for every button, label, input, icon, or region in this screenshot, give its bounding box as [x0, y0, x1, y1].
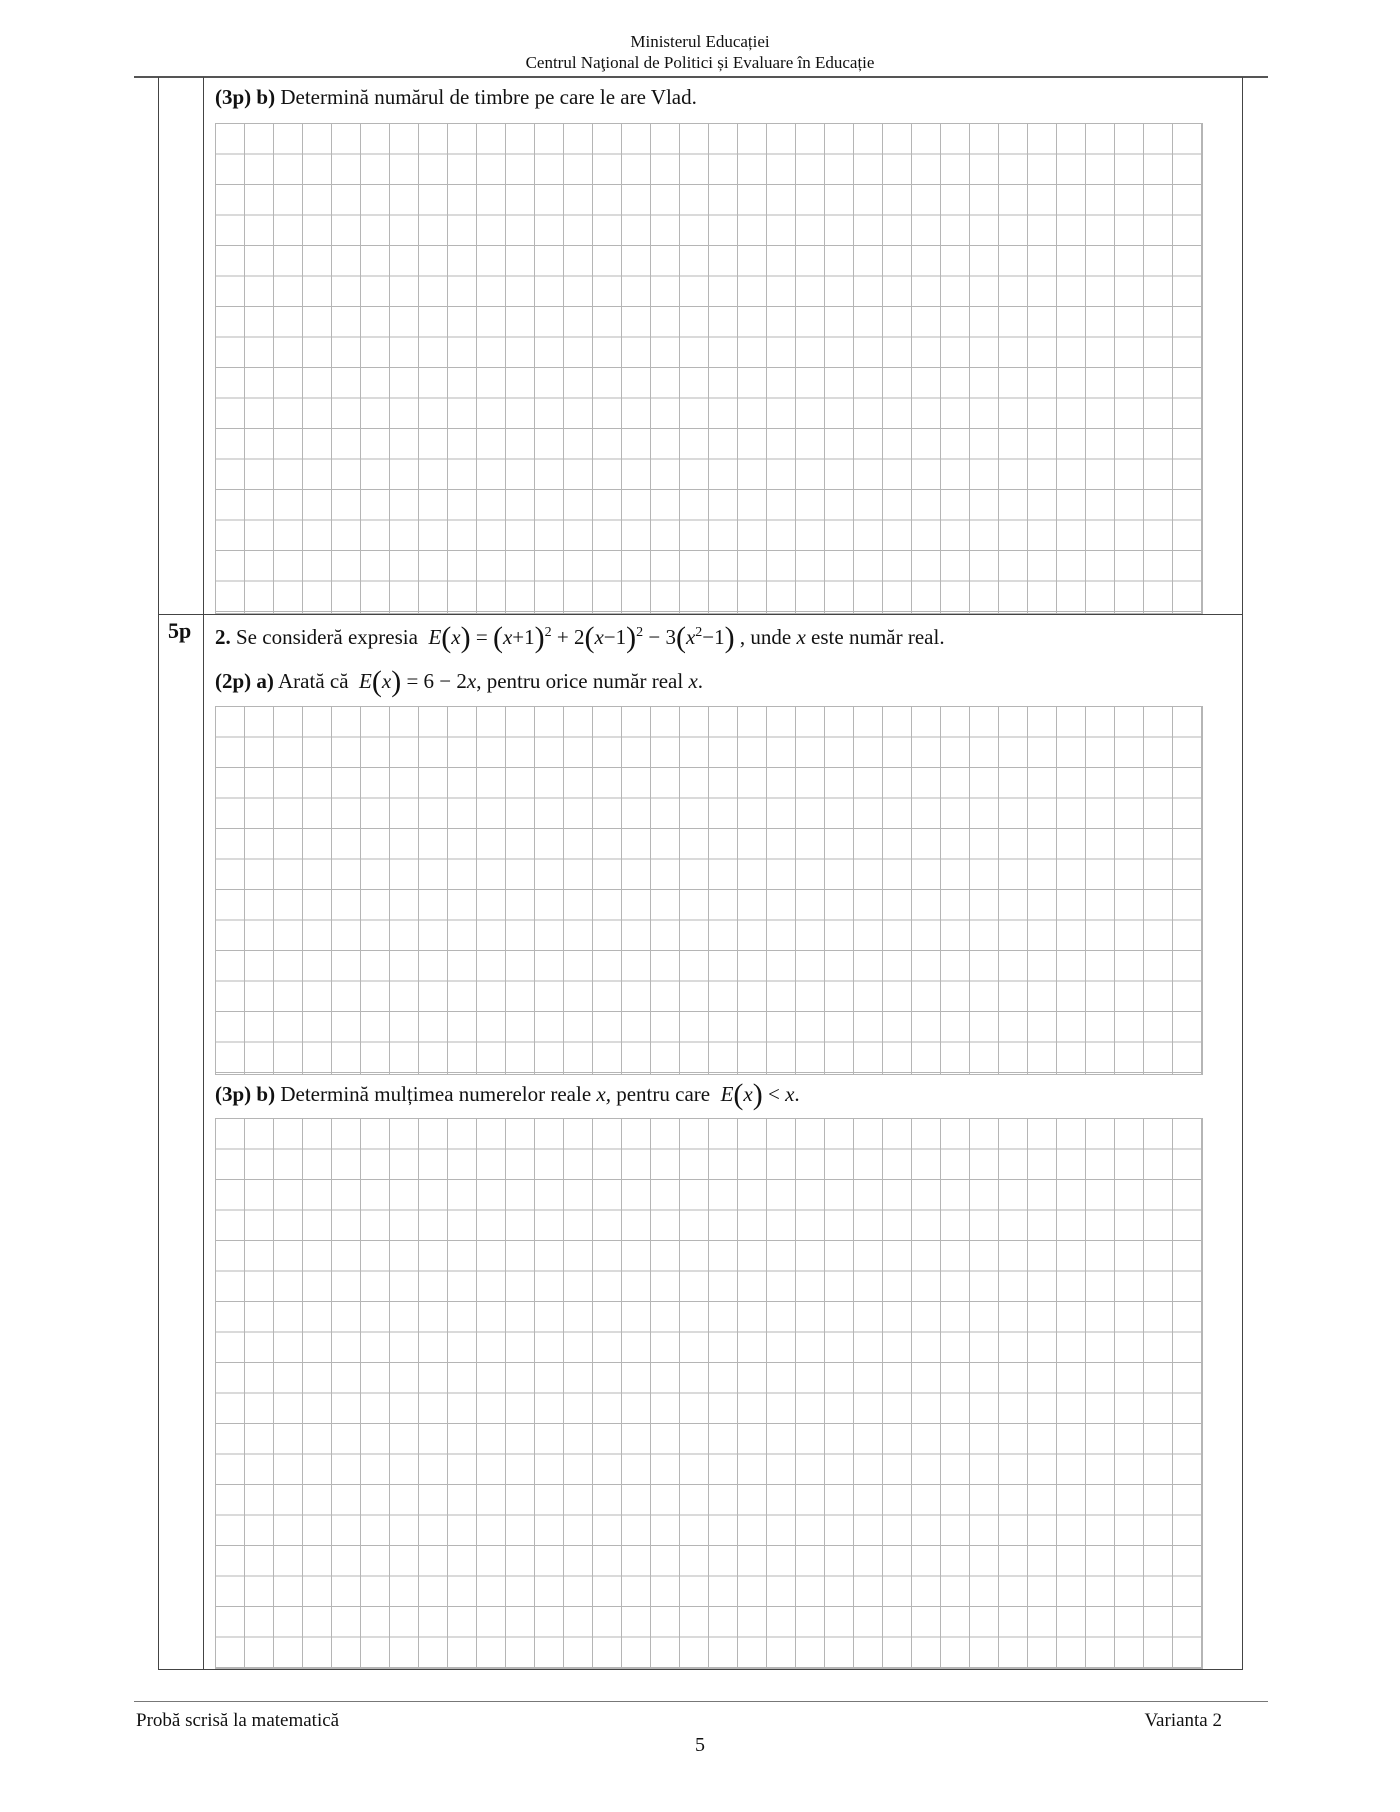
answer-grid-item1b[interactable] — [215, 123, 1203, 614]
table-left-border — [158, 77, 159, 1670]
page-number: 5 — [695, 1734, 705, 1756]
item2a-statement: (2p) a) Arată că E(x) = 6 − 2x, pentru orice număr real x. — [215, 665, 704, 698]
header-center: Centrul Naţional de Politici și Evaluare în Educație — [525, 53, 875, 72]
item2-score: 5p — [168, 618, 192, 643]
item2-statement: 2. Se consideră expresia $E(x) = (x+1)^2 + 2(x-1)^2 - 3(x^2-1)$ , unde x este număr real. — [215, 621, 945, 654]
expression-E: $E(x) = (x+1)^2 + 2(x-1)^2 - 3(x^2-1)$ — [428, 621, 735, 654]
item2b-statement: (3p) b) Determină mulțimea numerelor reale x, pentru care E(x) < x. — [215, 1078, 800, 1111]
table-right-border — [1242, 77, 1243, 1670]
answer-grid-item2b[interactable] — [215, 1118, 1203, 1669]
table-row-divider — [158, 614, 1243, 615]
item1b-statement: (3p) b) Determină numărul de timbre pe care le are Vlad. — [215, 85, 697, 109]
footer-exam-name: Probă scrisă la matematică — [136, 1710, 340, 1731]
table-bottom-border — [158, 1669, 1243, 1670]
header-ministry: Ministerul Educației — [630, 32, 770, 51]
footer-variant: Varianta 2 — [1144, 1710, 1222, 1731]
footer-rule — [134, 1701, 1268, 1702]
header-rule — [134, 76, 1268, 78]
table-column-divider — [203, 77, 204, 1670]
answer-grid-item2a[interactable] — [215, 706, 1203, 1075]
